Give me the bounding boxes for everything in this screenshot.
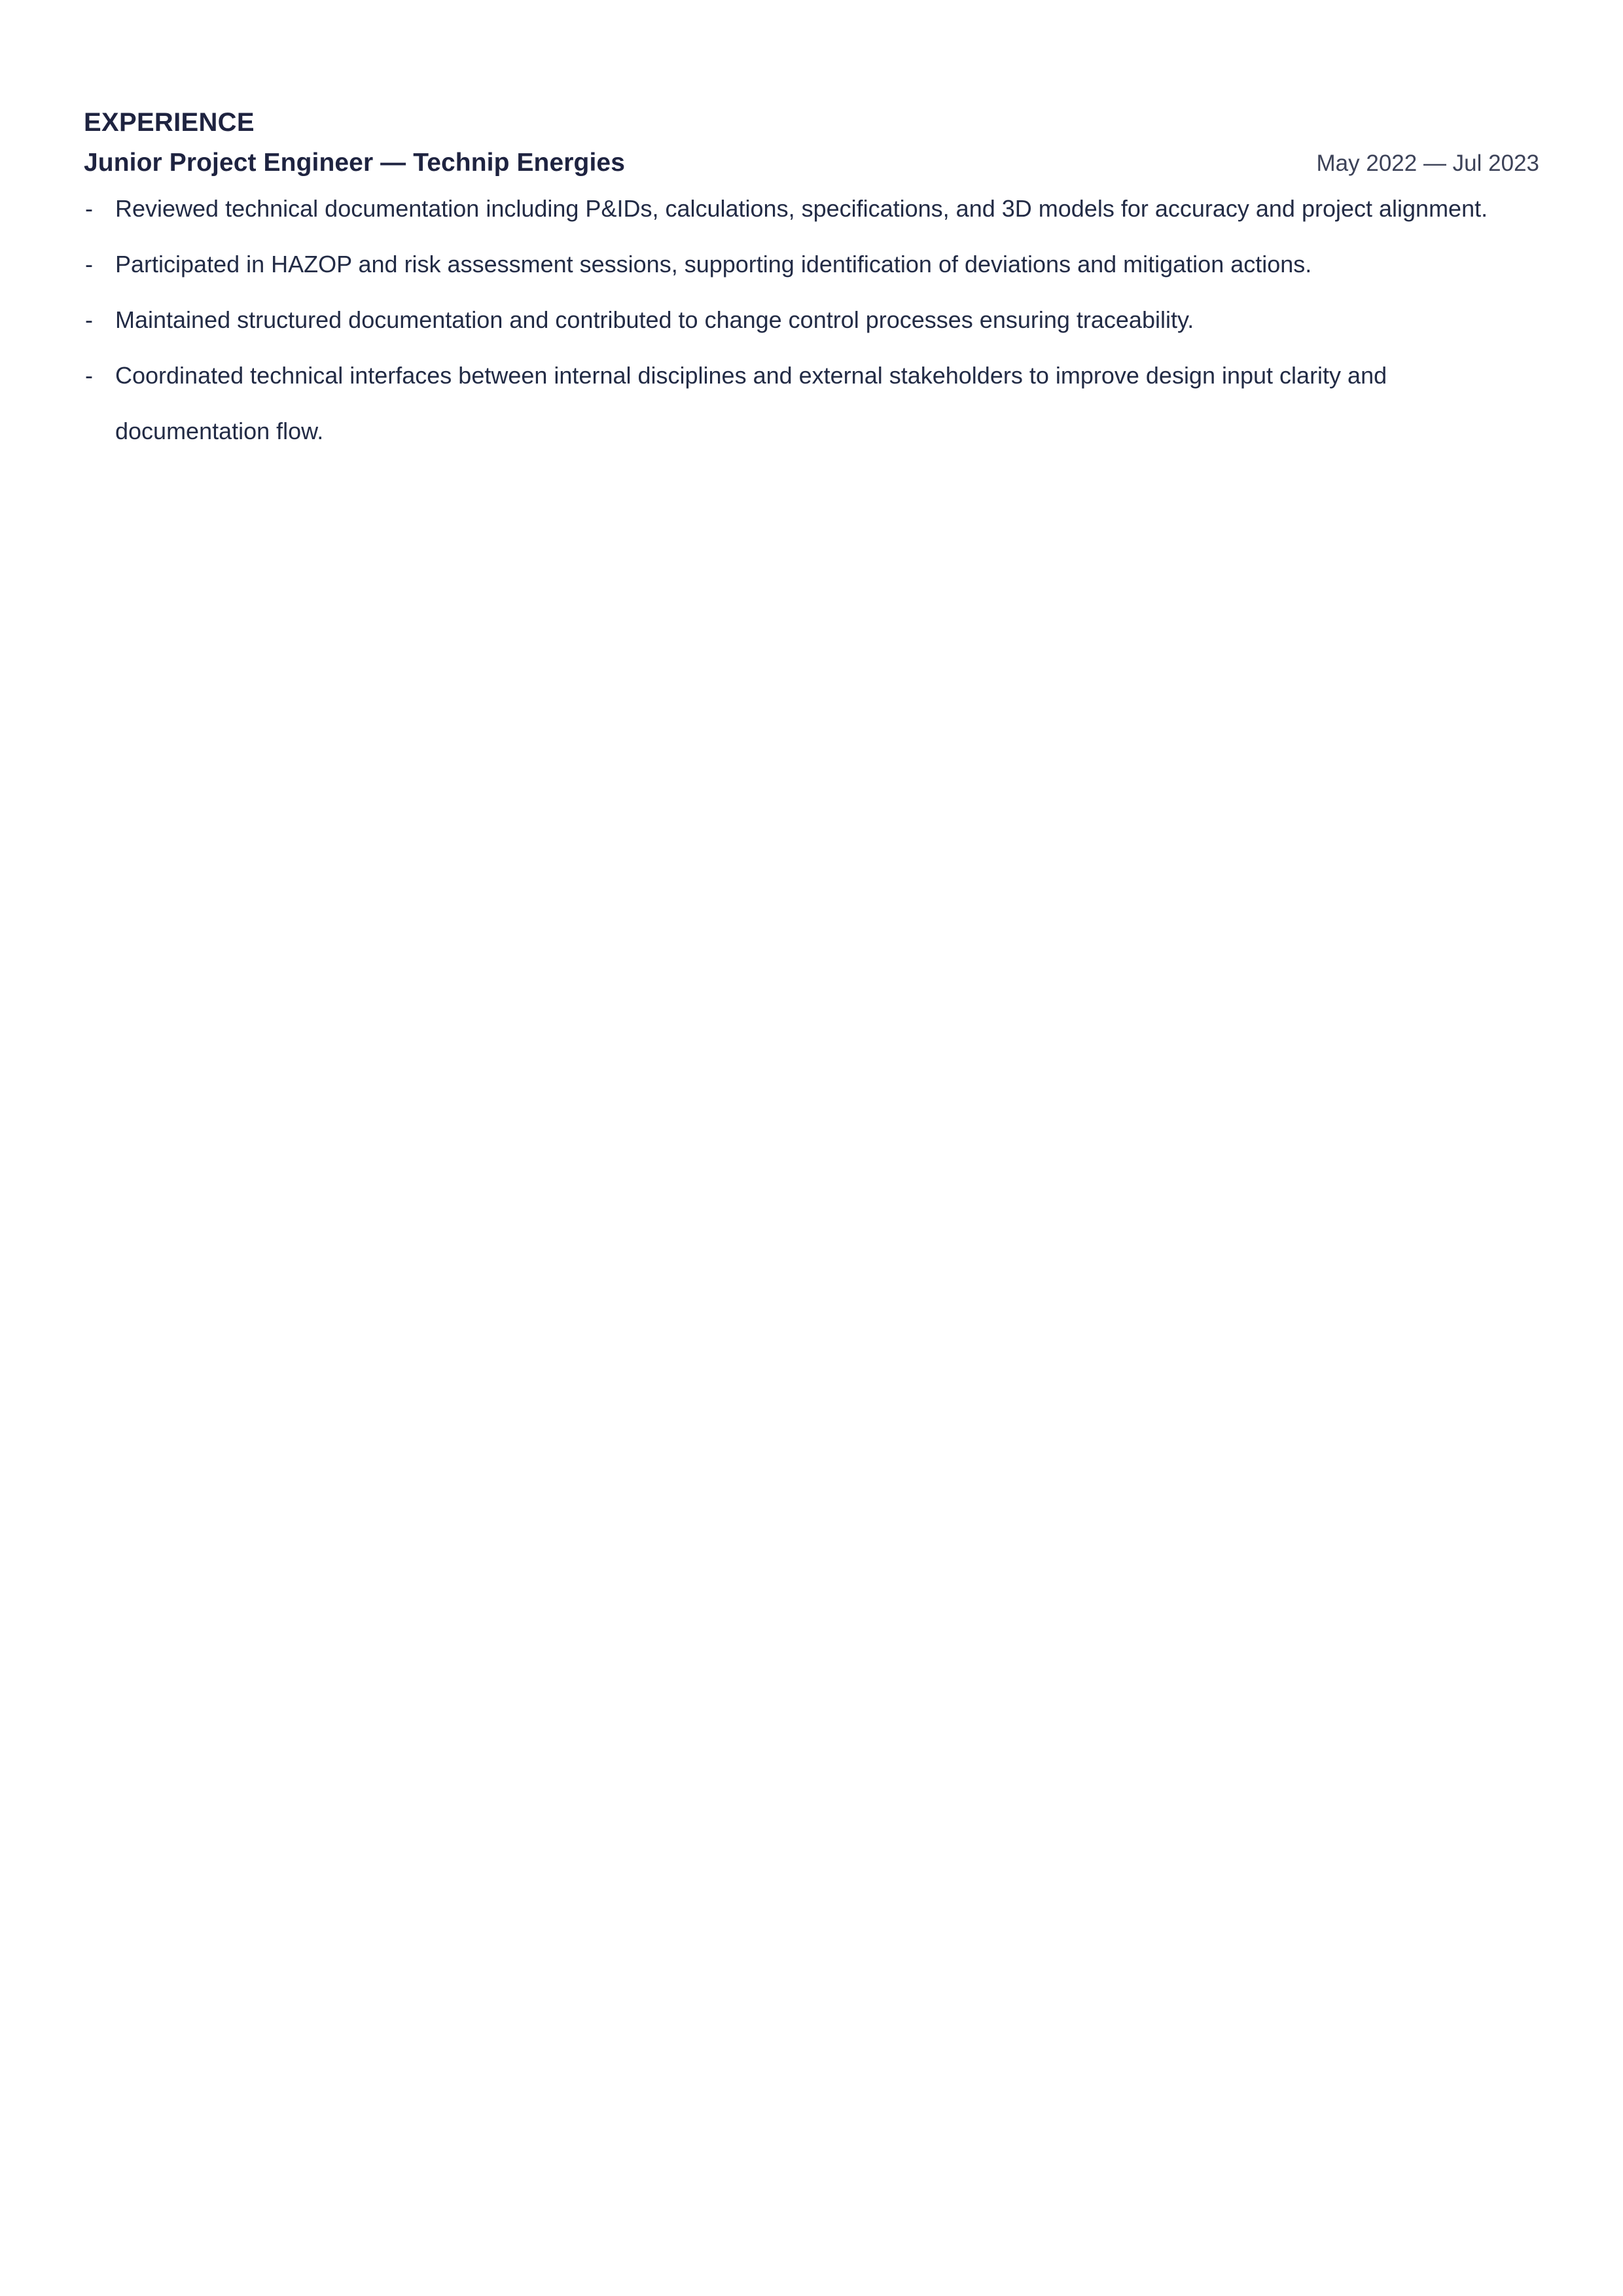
bullet-dash-icon: -: [85, 195, 93, 223]
list-item: [84, 236, 1539, 292]
list-item-text: Coordinated technical interfaces between internal disciplines and external stakeholders to improve design input clarity and documentation flow.: [115, 362, 1387, 445]
bullet-dash-icon: -: [85, 362, 93, 389]
job-dates: May 2022 — Jul 2023: [1316, 151, 1539, 177]
list-item: [84, 292, 1539, 348]
job-bullet-list: [84, 181, 1539, 459]
bullet-dash-icon: -: [85, 306, 93, 334]
list-item-text: Reviewed technical documentation including P&IDs, calculations, specifications, and 3D models for accuracy and project alignment.: [115, 195, 1488, 223]
page-content: [84, 107, 1539, 459]
list-item-text: Maintained structured documentation and contributed to change control processes ensuring traceability.: [115, 306, 1194, 334]
list-item-text: Participated in HAZOP and risk assessment sessions, supporting identification of deviations and mitigation actions.: [115, 251, 1312, 278]
bullet-dash-icon: -: [85, 251, 93, 278]
list-item: [84, 348, 1539, 459]
list-item: [84, 181, 1539, 236]
job-header: [84, 149, 1539, 178]
job-title: Junior Project Engineer — Technip Energies: [84, 149, 625, 177]
section-heading-experience: EXPERIENCE: [84, 108, 255, 137]
